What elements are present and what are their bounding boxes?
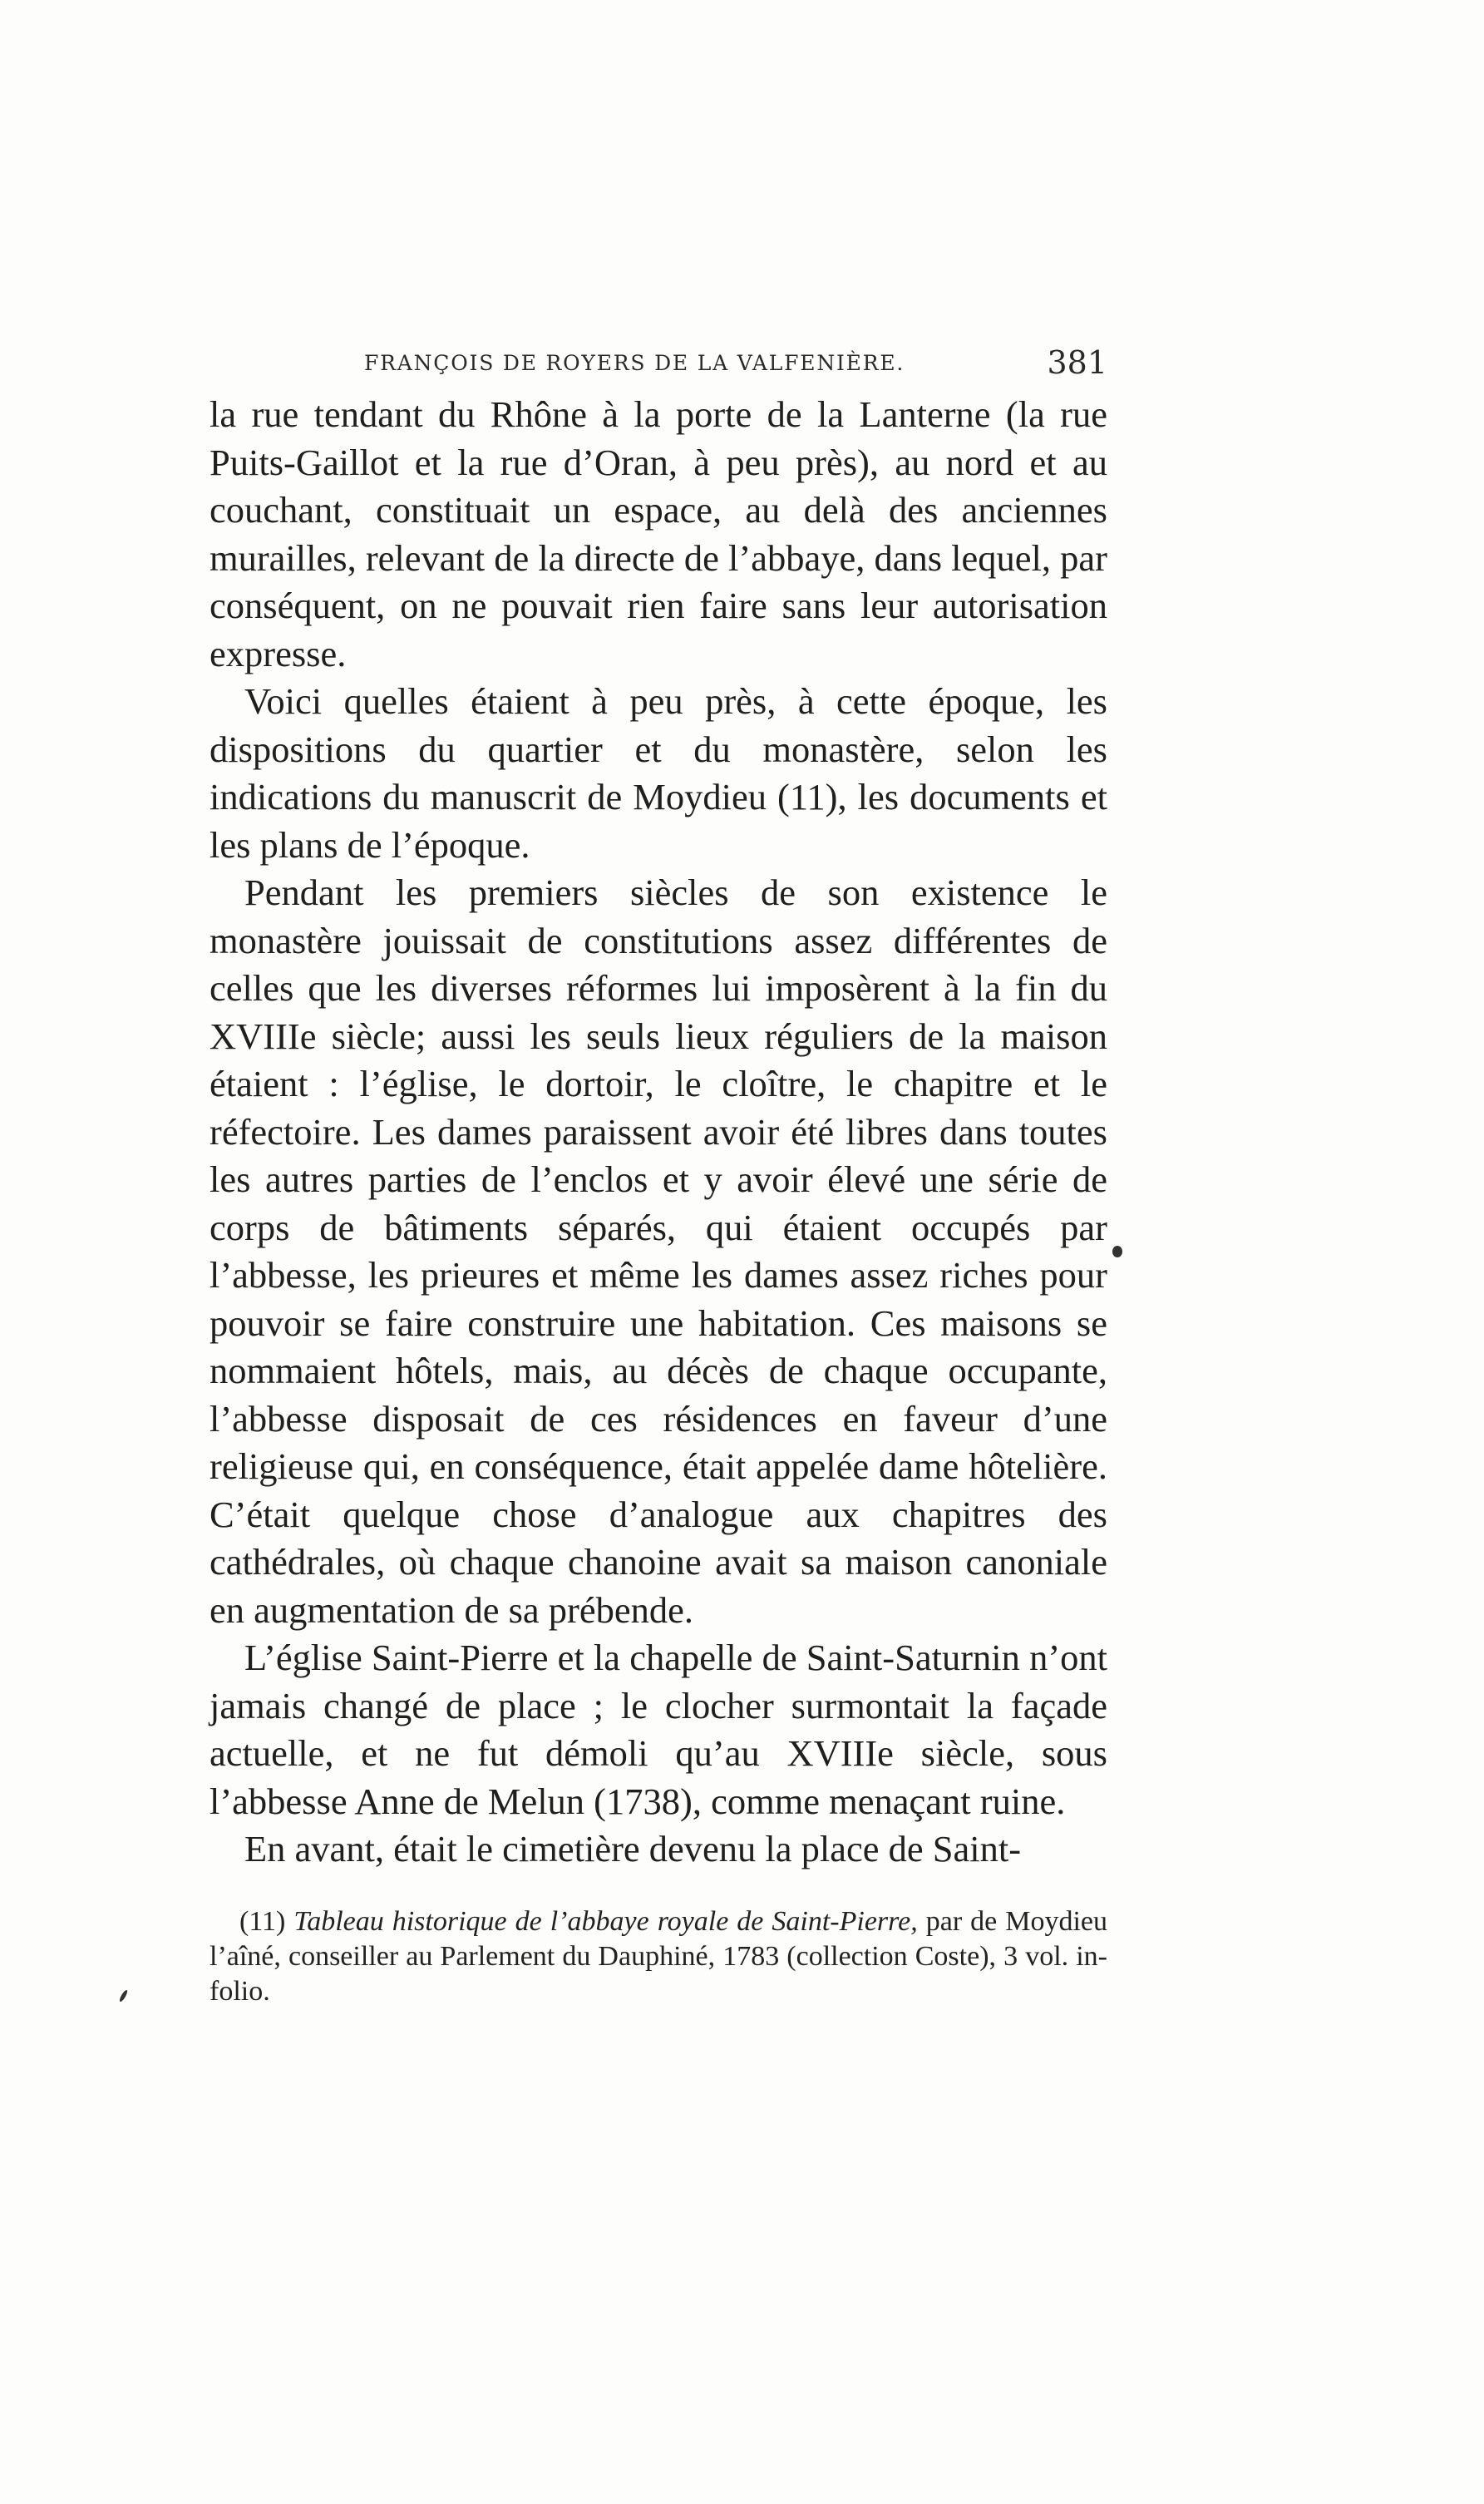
paragraph: Pendant les premiers siècles de son existence le monastère jouissait de constitutions assez différentes de celles que les diverses réformes lui imposèrent à la fin du XVIIIe siècle; aussi les seuls lieux réguliers de la maison étaient : l’église, le dortoir, le cloître, le chapitre et le réfectoire. Les dames paraissent avoir été libres dans toutes les autres parties de l’enclos et y avoir élevé une série de corps de bâtiments séparés, qui étaient occupés par l’abbesse, les prieures et même les dames assez riches pour pouvoir se faire construire une habitation. Ces maisons se nommaient hôtels, mais, au décès de chaque occupante, l’abbesse disposait de ces résidences en faveur d’une religieuse qui, en conséquence, était appelée dame hôtelière. C’était quelque chose d’analogue aux chapitres des cathédrales, où chaque chanoine avait sa maison canoniale en augmentation de sa prébende. <box>210 872 1107 1631</box>
page-number: 381 <box>1047 344 1107 381</box>
footnote-title: Tableau historique de l’abbaye royale de Saint-Pierre, <box>293 1906 918 1937</box>
footnote-text: par de Moydieu l’aîné, conseiller au Parlement du Dauphiné, 1783 (collection Coste), 3 vol. in-folio. <box>210 1906 1108 2007</box>
footnote <box>210 1904 1107 2009</box>
page-header <box>210 343 1107 393</box>
paragraph: la rue tendant du Rhône à la porte de la Lanterne (la rue Puits-Gaillot et la rue d’Oran, à peu près), au nord et au couchant, constituait un espace, au delà des anciennes murailles, relevant de la directe de l’abbaye, dans lequel, par conséquent, on ne pouvait rien faire sans leur autorisation expresse. <box>210 393 1107 674</box>
running-title: FRANÇOIS DE ROYERS DE LA VALFENIÈRE. <box>364 351 905 375</box>
footnote-marker: (11) <box>239 1906 286 1937</box>
paragraph: Voici quelles étaient à peu près, à cette époque, les dispositions du quartier et du monastère, selon les indications du manuscrit de Moydieu (11), les documents et les plans de l’époque. <box>210 680 1107 866</box>
paragraph: En avant, était le cimetière devenu la place de Saint- <box>244 1828 1022 1869</box>
ink-speck <box>118 1989 128 2003</box>
body-text <box>210 391 1107 1874</box>
paragraph: L’église Saint-Pierre et la chapelle de Saint-Saturnin n’ont jamais changé de place ; le clocher surmontait la façade actuelle, et ne fut démoli qu’au XVIIIe siècle, sous l’abbesse Anne de Melun (1738), comme menaçant ruine. <box>210 1637 1107 1822</box>
ink-speck <box>1112 1246 1122 1257</box>
